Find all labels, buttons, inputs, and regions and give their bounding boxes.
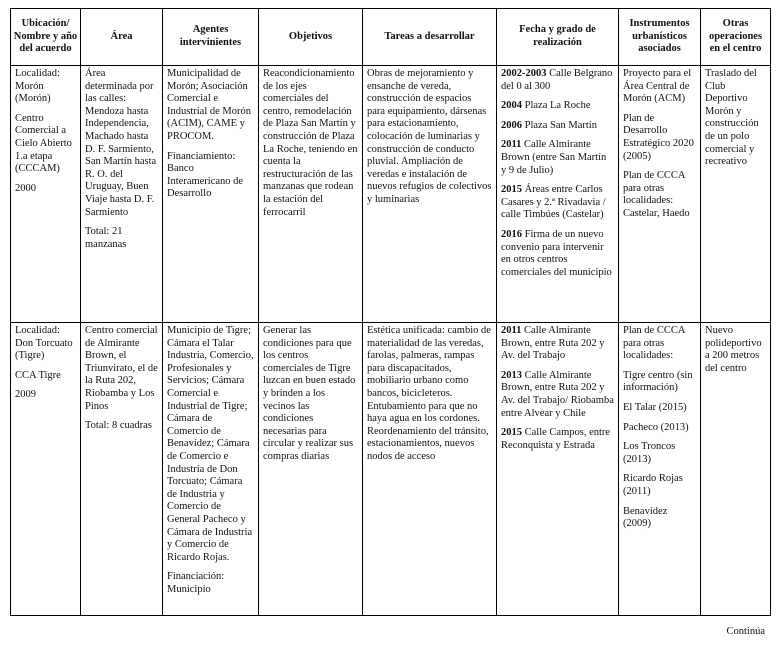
header-row — [11, 9, 771, 66]
table-row — [11, 66, 771, 323]
tareas-cell: Obras de mejoramiento y ensanche de vereda, construcción de espacios para equipamiento, dársenas para estacionamiento, colocación de luminarias y construcción de conducto pluvial. Ampliación de veredas e instalación de nuevos refugios de colectivos y luminarias — [363, 66, 497, 323]
area-cell: Centro comercial de Almirante Brown, el Triunvirato, el de la Ruta 202, Riobamba y Los Pinos Total: 8 cuadras — [81, 323, 163, 616]
fecha-item: 2006 Plaza San Martín — [501, 119, 597, 131]
fecha-item: 2013 Calle Almirante Brown, entre Ruta 202 y Av. del Trabajo/ Riobamba entre Alvear y Chile — [501, 369, 614, 419]
area-cell: Área determinada por las calles: Mendoza hasta Independencia, Machado hasta D. F. Sarmiento, San Martín hasta R. O. del Uruguay, Buen Viaje hasta D. F. Sarmiento Total: 21 manzanas — [81, 66, 163, 323]
fecha-item: 2011 Calle Almirante Brown, entre Ruta 202 y Av. del Trabajo — [501, 325, 605, 362]
header-cell: Agentes intervinientes — [163, 9, 259, 66]
fecha-item: 2002-2003 Calle Belgrano del 0 al 300 — [501, 68, 613, 92]
tareas-cell: Estética unificada: cambio de materialidad de las veredas, farolas, palmeras, rampas para discapacitados, mobiliario urbano como bancos, bicicleteros. Entubamiento para que no haya agua en los cordones. Reordenamiento del tránsito, estacionamientos, nuevos nodos de acceso — [363, 323, 497, 616]
header-cell: Objetivos — [259, 9, 363, 66]
fecha-item: 2015 Áreas entre Carlos Casares y 2.ª Rivadavia / calle Timbúes (Castelar) — [501, 184, 606, 221]
objetivos-cell: Reacondicionamiento de los ejes comerciales del centro, remodelación de Plaza San Martín y construcción de Plaza La Roche, teniendo en cuenta la restructuración de las manzanas que rodean la estación del ferrocarril — [259, 66, 363, 323]
header-cell: Tareas a desarrollar — [363, 9, 497, 66]
otras-cell: Traslado del Club Deportivo Morón y construcción de un polo comercial y recreativo — [701, 66, 771, 323]
agentes-cell: Municipio de Tigre; Cámara el Talar Industria, Comercio, Profesionales y Servicios; Cámara Comercial e Industrial de Tigre; Cámara de Comercio de Benavídez; Cámara de Comercio e Industria de Don Torcuato; Cámara de Industria y Comercio de General Pacheco y Cámara de Industria y Comercio de Ricardo Rojas. Financiación: Municipio — [163, 323, 259, 616]
header-cell: Instrumentos urbanísticos asociados — [619, 9, 701, 66]
header-cell: Otras operaciones en el centro — [701, 9, 771, 66]
objetivos-cell: Generar las condiciones para que los centros comerciales de Tigre luzcan en buen estado y brinden a los vecinos las condiciones necesarias para circular y realizar sus compras diarias — [259, 323, 363, 616]
header-cell: Fecha y grado de realización — [497, 9, 619, 66]
agreements-table — [10, 8, 771, 616]
header-cell: Área — [81, 9, 163, 66]
ubicacion-cell: Localidad: Don Torcuato (Tigre) CCA Tigre 2009 — [11, 323, 81, 616]
instrumentos-cell: Proyecto para el Área Central de Morón (ACM) Plan de Desarrollo Estratégico 2020 (2005) Plan de CCCA para otras localidades: Castelar, Haedo — [619, 66, 701, 323]
ubicacion-cell: Localidad: Morón (Morón) Centro Comercial a Cielo Abierto 1.a etapa (CCCAM) 2000 — [11, 66, 81, 323]
fechas-cell — [497, 323, 619, 616]
continues-label: Continúa — [726, 626, 765, 637]
fecha-item: 2016 Firma de un nuevo convenio para intervenir en otros centros comerciales del municipio — [501, 228, 612, 278]
fecha-item: 2015 Calle Campos, entre Reconquista y Estrada — [501, 427, 611, 451]
fecha-item: 2004 Plaza La Roche — [501, 100, 591, 112]
instrumentos-cell: Plan de CCCA para otras localidades: Tigre centro (sin información) El Talar (2015) Pacheco (2013) Los Troncos (2013) Ricardo Rojas (2011) Benavídez (2009) — [619, 323, 701, 616]
table-row — [11, 323, 771, 616]
fecha-item: 2011 Calle Almirante Brown (entre San Martín y 9 de Julio) — [501, 139, 607, 176]
agentes-cell: Municipalidad de Morón; Asociación Comercial e Industrial de Morón (ACIM), CAME y PROCOM. Financiamiento: Banco Interamericano de Desarrollo — [163, 66, 259, 323]
otras-cell: Nuevo polideportivo a 200 metros del centro — [701, 323, 771, 616]
fechas-cell — [497, 66, 619, 323]
header-cell: Ubicación/ Nombre y año del acuerdo — [11, 9, 81, 66]
